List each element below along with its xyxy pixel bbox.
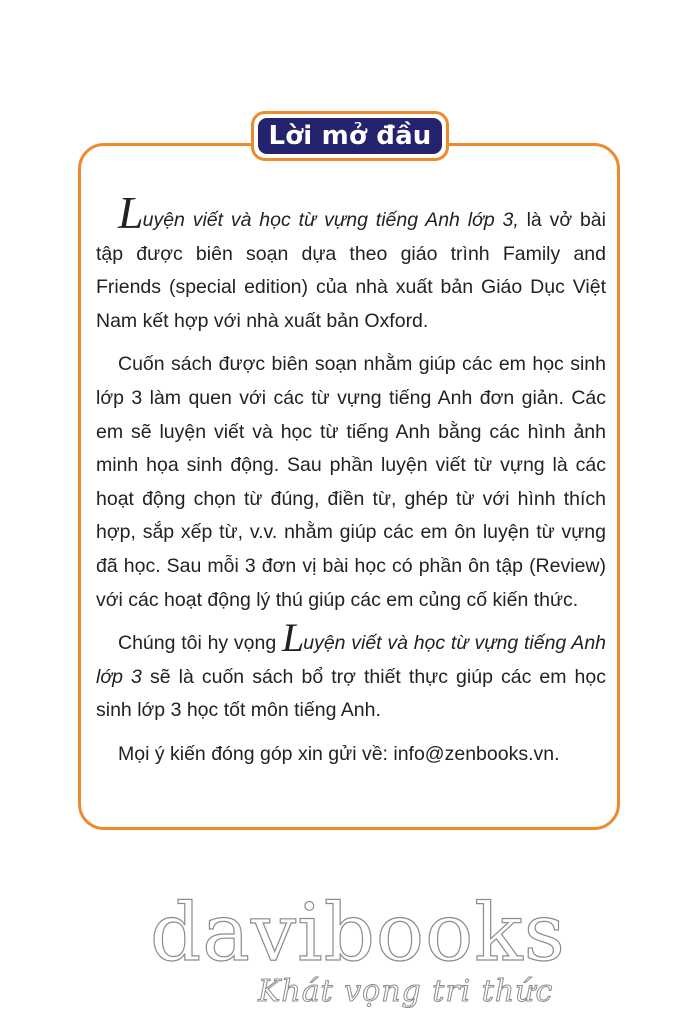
book-title-italic-2: uyện viết và học từ vựng tiếng Anh lớp 3	[96, 632, 607, 688]
paragraph-hope-lead: Chúng tôi hy vọng	[118, 632, 282, 655]
paragraph-hope	[96, 615, 607, 728]
paragraph-intro	[96, 187, 606, 338]
watermark-tagline: Khát vọng tri thức	[258, 974, 554, 1009]
title-badge	[251, 111, 449, 161]
drop-cap: L	[118, 187, 143, 238]
book-title-italic: uyện viết và học từ vựng tiếng Anh lớp 3,	[142, 209, 519, 231]
paragraph-intro-text: là vở bài tập được biên soạn dựa theo giáo trình Family and Friends (special edition) của nhà xuất bản Giáo Dục Việt Nam kết hợp với nhà xuất bản Oxford.	[96, 209, 606, 332]
watermark-brand: davibooks	[150, 886, 566, 979]
paragraph-hope-text: sẽ là cuốn sách bổ trợ thiết thực giúp các em học sinh lớp 3 học tốt môn tiếng Anh.	[96, 665, 606, 722]
drop-cap-inline: L	[281, 615, 304, 661]
watermark	[150, 888, 570, 1018]
paragraph-purpose: Cuốn sách được biên soạn nhằm giúp các em học sinh lớp 3 làm quen với các từ vựng tiếng Anh đơn giản. Các em sẽ luyện viết và học từ tiếng Anh bằng các hình ảnh minh họa sinh động. Sau phần luyện viết từ vựng là các hoạt động chọn từ đúng, điền từ, ghép từ với hình thích hợp, sắp xếp từ, v.v. nhằm giúp các em ôn luyện từ vựng đã học. Sau mỗi 3 đơn vị bài học có phần ôn tập (Review) với các hoạt động lý thú giúp các em củng cố kiến thức.	[96, 353, 606, 611]
paragraph-contact: Mọi ý kiến đóng góp xin gửi về: info@zenbooks.vn.	[118, 742, 560, 765]
page-title: Lời mở đầu	[258, 118, 442, 154]
preface-body	[96, 187, 607, 782]
